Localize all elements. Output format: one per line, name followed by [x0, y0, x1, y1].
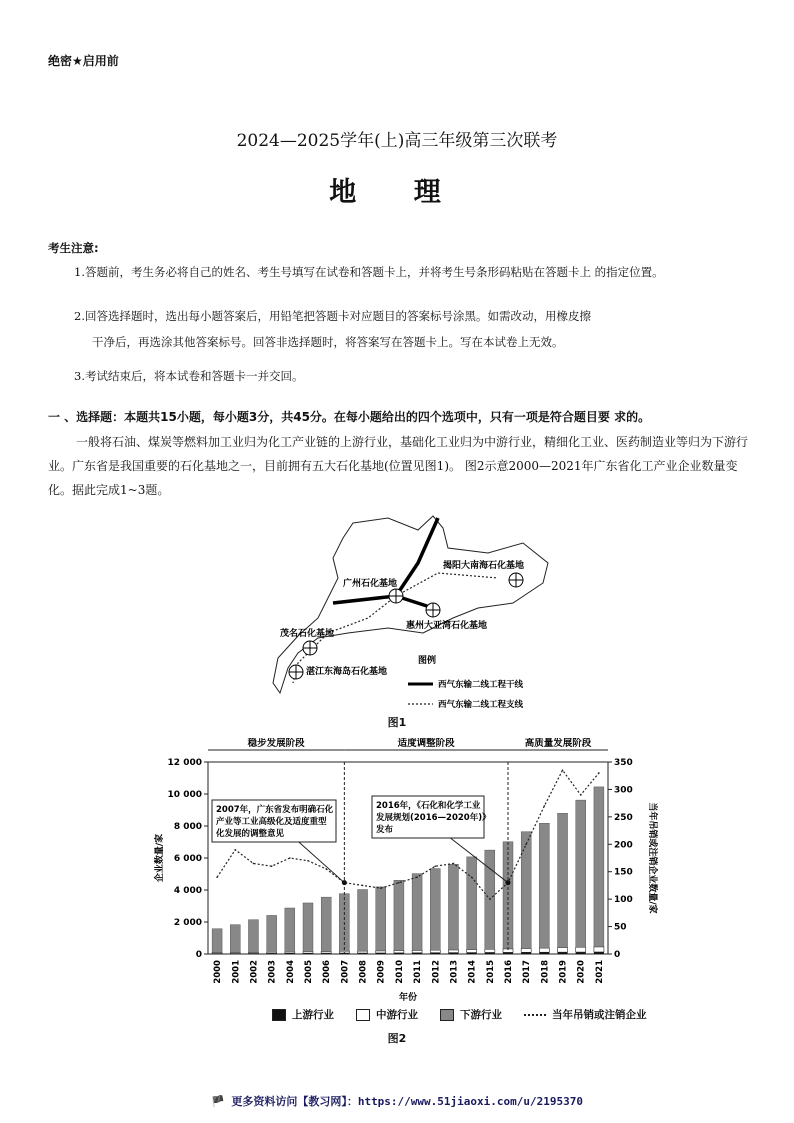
y2-tick-label: 300 [614, 785, 633, 796]
stage-label: 适度调整阶段 [397, 738, 455, 749]
annotation-point [506, 880, 511, 885]
bar-midstream [539, 948, 549, 952]
figure-2-caption: 图2 [387, 1032, 407, 1045]
base-marker-huizhou [426, 603, 440, 617]
revoked-point [289, 857, 291, 859]
y-tick-label: 10 000 [167, 790, 202, 800]
revoked-point [216, 876, 218, 878]
legend-branch-label: 西气东输二线工程支线 [438, 700, 524, 710]
annotation-line: 化发展的调整意见 [216, 829, 285, 839]
revoked-point [325, 868, 327, 870]
bar-downstream [358, 890, 368, 952]
subject-title: 地 理 [329, 177, 465, 208]
revoked-point [598, 772, 600, 774]
x-tick-label: 2010 [394, 960, 405, 984]
x-tick-label: 2008 [358, 960, 369, 984]
revoked-point [544, 805, 546, 807]
annotation-line: 发展规划(2016—2020年)》 [376, 813, 491, 823]
x-tick-label: 2016 [504, 960, 514, 984]
bar-midstream [430, 950, 440, 953]
notice-item-1: 1.答题前，考生务必将自己的姓名、考生号填写在试卷和答题卡上，并将考生号条形码粘贴在答题卡上 的指定位置。 [74, 265, 664, 279]
y2-tick-label: 50 [614, 922, 627, 933]
y-tick-label: 0 [195, 950, 202, 960]
annotation-line: 2016年，《石化和化学工业 [376, 801, 481, 811]
bar-midstream [448, 950, 458, 953]
bar-midstream [485, 949, 495, 952]
base-marker-maoming [303, 641, 317, 655]
base-marker-guangzhou [389, 589, 403, 603]
annotation-point [342, 880, 347, 885]
label-guangzhou-base: 广州石化基地 [343, 579, 398, 589]
base-marker-jieyang [509, 573, 523, 587]
footer-link[interactable]: 🏴 更多资料访问【教习网】：https://www.51jiaoxi.com/u/2195370 [211, 1095, 583, 1108]
y-tick-label: 8 000 [173, 822, 202, 832]
x-tick-label: 2003 [267, 960, 278, 984]
label-zhanjiang-base: 湛江东海岛石化基地 [306, 667, 388, 677]
x-tick-label: 2000 [213, 960, 224, 984]
bar-downstream [412, 874, 422, 951]
revoked-point [416, 876, 418, 878]
x-tick-label: 2014 [467, 960, 478, 984]
figure-1-caption: 图1 [387, 716, 407, 729]
x-tick-label: 2005 [304, 960, 314, 984]
y-tick-label: 12 000 [167, 758, 202, 768]
y2-tick-label: 150 [614, 867, 633, 878]
y2-axis-label: 当年吊销或注销企业数量/家 [647, 802, 657, 914]
x-tick-label: 2012 [431, 960, 442, 984]
annotation-line: 2007年，广东省发布明确石化 [216, 805, 334, 815]
revoked-point [398, 882, 400, 884]
bar-downstream [248, 920, 258, 953]
bar-downstream [558, 813, 568, 947]
x-tick-label: 2019 [558, 960, 569, 984]
x-tick-label: 2002 [249, 960, 260, 984]
revoked-point [489, 898, 491, 900]
bar-downstream [212, 929, 222, 953]
stage-label: 稳步发展阶段 [247, 738, 305, 749]
bar-midstream [321, 952, 331, 954]
bar-midstream [576, 947, 586, 952]
bar-midstream [303, 952, 313, 953]
revoked-point [362, 885, 364, 887]
y2-tick-label: 250 [614, 812, 633, 823]
revoked-point [434, 865, 436, 867]
x-tick-label: 2018 [540, 960, 551, 984]
x-tick-label: 2011 [413, 960, 424, 984]
bar-downstream [321, 897, 331, 951]
bar-downstream [303, 903, 313, 952]
bar-midstream [467, 950, 477, 953]
x-tick-label: 2013 [449, 960, 460, 984]
legend-midstream: 中游行业 [356, 1007, 418, 1022]
bar-downstream [267, 915, 277, 952]
revoked-point [580, 794, 582, 796]
notice-item-3: 3.考试结束后，将本试卷和答题卡一并交回。 [74, 369, 304, 383]
annotation-line: 发布 [376, 825, 394, 835]
bar-downstream [230, 925, 240, 953]
revoked-point [253, 863, 255, 865]
bar-midstream [358, 951, 368, 953]
bar-downstream [285, 908, 295, 952]
legend-upstream: 上游行业 [272, 1007, 334, 1022]
revoked-point [562, 769, 564, 771]
label-maoming-base: 茂名石化基地 [280, 629, 335, 639]
bar-downstream [430, 869, 440, 951]
notice-item-2: 2.回答选择题时，选出每小题答案后，用铅笔把答题卡对应题目的答案标号涂黑。如需改动，用橡皮擦 [74, 309, 591, 323]
enterprise-count-chart [140, 738, 660, 1038]
section-heading: 一 、选择题：本题共15小题，每小题3分，共45分。在每小题给出的四个选项中，只有一项是符合题目要 求的。 [48, 410, 651, 424]
legend-revoked-line: 当年吊销或注销企业 [524, 1007, 647, 1022]
annotation-line: 产业等工业高级化及适度重型 [216, 817, 327, 827]
bar-midstream [558, 948, 568, 952]
x-tick-label: 2004 [285, 960, 296, 984]
exam-title: 2024—2025学年(上)高三年级第三次联考 [236, 131, 558, 151]
x-axis-label: 年份 [398, 993, 418, 1003]
x-tick-label: 2017 [522, 960, 533, 984]
revoked-point [453, 863, 455, 865]
label-jieyang-base: 揭阳大南海石化基地 [443, 561, 525, 571]
bar-midstream [376, 951, 386, 953]
annotation-pointer [450, 838, 508, 883]
bar-downstream [521, 832, 531, 949]
x-tick-label: 2021 [594, 960, 605, 984]
y-tick-label: 6 000 [173, 854, 202, 864]
base-marker-zhanjiang [289, 665, 303, 679]
revoked-point [307, 860, 309, 862]
legend-main-label: 西气东输二线工程干线 [438, 680, 524, 690]
chart-legend [272, 1007, 647, 1022]
y2-tick-label: 100 [614, 895, 633, 906]
guangdong-map [258, 508, 588, 738]
y2-tick-label: 350 [614, 758, 633, 768]
x-tick-label: 2020 [576, 960, 587, 984]
bar-downstream [376, 887, 386, 951]
y2-tick-label: 0 [614, 950, 621, 960]
notice-item-2-cont: 干净后，再选涂其他答案标号。回答非选择题时，将答案写在答题卡上。写在本试卷上无效。 [92, 335, 564, 349]
legend-downstream: 下游行业 [440, 1007, 502, 1022]
bar-downstream [539, 823, 549, 948]
x-tick-label: 2015 [485, 960, 496, 984]
y-axis-label: 企业数量/家 [155, 833, 165, 883]
revoked-point [525, 843, 527, 845]
x-tick-label: 2007 [340, 960, 351, 984]
annotation-pointer [299, 842, 345, 883]
x-tick-label: 2009 [376, 960, 387, 984]
bar-midstream [394, 951, 404, 953]
label-huizhou-base: 惠州大亚湾石化基地 [406, 621, 488, 631]
confidential-label: 绝密★启用前 [48, 54, 119, 68]
bar-midstream [412, 950, 422, 952]
bar-downstream [594, 787, 604, 947]
bar-downstream [576, 800, 586, 947]
map-legend-title: 图例 [418, 656, 437, 666]
bar-midstream [594, 947, 604, 952]
revoked-point [271, 865, 273, 867]
bar-downstream [448, 864, 458, 950]
y2-tick-label: 200 [614, 840, 633, 851]
bar-downstream [394, 880, 404, 950]
revoked-point [471, 876, 473, 878]
branch-pipeline [396, 573, 498, 596]
bar-downstream [467, 857, 477, 950]
notice-heading: 考生注意: [48, 241, 99, 255]
y-tick-label: 2 000 [173, 918, 202, 928]
stage-label: 高质量发展阶段 [524, 738, 592, 749]
question-passage: 一般将石油、煤炭等燃料加工业归为化工产业链的上游行业，基础化工业归为中游行业，精细化工业、医药制造业等归为下游行业。广东省是我国重要的石化基地之一，目前拥有五大石化基地(位置见图1)。 图2示意2000—2021年广东省化工产业企业数量变化。据此完成1~3题。 [48, 435, 749, 497]
revoked-point [234, 849, 236, 851]
bar-midstream [521, 948, 531, 952]
revoked-point [380, 887, 382, 889]
x-tick-label: 2001 [231, 960, 242, 984]
x-tick-label: 2006 [322, 960, 333, 984]
y-tick-label: 4 000 [173, 886, 202, 896]
